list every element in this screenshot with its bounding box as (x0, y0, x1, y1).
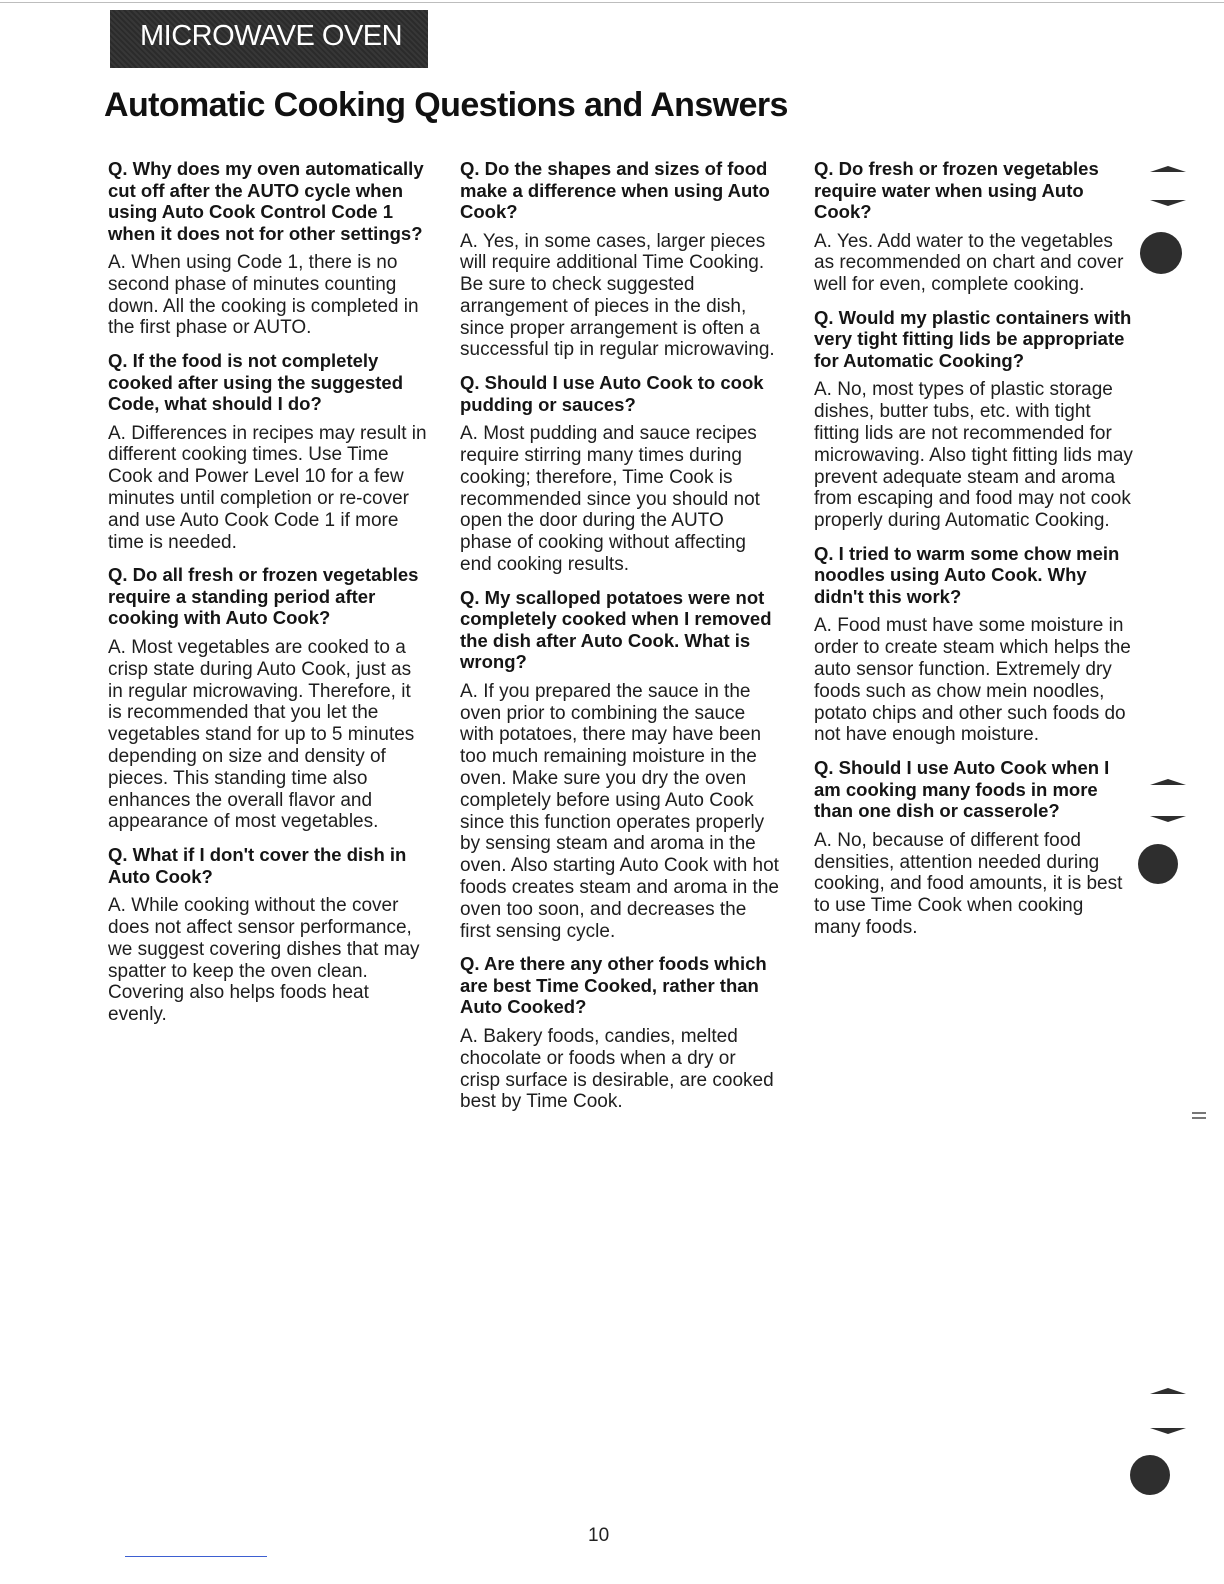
question: Q. Would my plastic containers with very tight fitting lids be appropriate for Automatic Cooking? (814, 306, 1132, 371)
answer: A. While cooking without the cover does not affect sensor performance, we suggest covering dishes that may spatter to keep the oven clean. Covering also helps foods heat evenly. (108, 895, 420, 1026)
binder-mark-icon (1150, 1428, 1186, 1434)
section-header-band (110, 10, 428, 68)
binder-mark-icon (1150, 816, 1186, 822)
page-title: Automatic Cooking Questions and Answers (104, 86, 788, 124)
binder-hole-icon (1138, 844, 1178, 884)
qa-item (804, 307, 1134, 532)
qa-item (450, 372, 780, 576)
binder-hole-icon (1140, 232, 1182, 274)
answer: A. When using Code 1, there is no second phase of minutes counting down. All the cooking is completed in the first phase or AUTO. (108, 252, 419, 339)
answer: A. No, most types of plastic storage dishes, butter tubs, etc. with tight fitting lids are not recommended for microwaving. Also tight fitting lids may prevent adequate steam and aroma from escaping and food may not cook properly during Automatic Cooking. (814, 379, 1133, 532)
answer: A. Yes, in some cases, larger pieces will require additional Time Cooking. Be sure to check suggested arrangement of pieces in the dish, since proper arrangement is often a successful tip in regular microwaving. (460, 230, 775, 361)
column-1 (98, 158, 428, 1037)
answer: A. Food must have some moisture in order to create steam which helps the auto sensor function. Extremely dry foods such as chow mein noodles, potato chips and other such foods do not have enough moisture. (814, 615, 1131, 746)
qa-item (98, 564, 428, 833)
question: Q. Should I use Auto Cook to cook pudding or sauces? (460, 372, 764, 415)
question: Q. Do the shapes and sizes of food make a difference when using Auto Cook? (460, 158, 770, 222)
qa-item (98, 158, 428, 339)
question: Q. Should I use Auto Cook when I am cooking many foods in more than one dish or casserole? (814, 757, 1110, 822)
edge-mark (1192, 1117, 1206, 1119)
question: Q. What if I don't cover the dish in Auto Cook? (108, 844, 407, 887)
footer-rule (125, 1556, 267, 1557)
answer: A. If you prepared the sauce in the oven prior to combining the sauce with potatoes, there may have been too much remaining moisture in the oven. Make sure you dry the oven completely before using Auto Cook since this function operates properly by sensing steam and aroma in the oven. Also starting Auto Cook with hot foods creates steam and aroma in the oven too soon, and decreases the first sensing cycle. (460, 680, 779, 942)
qa-item (450, 953, 780, 1113)
question: Q. Do all fresh or frozen vegetables require a standing period after cooking with Auto Cook? (108, 564, 419, 629)
binder-hole-icon (1130, 1455, 1170, 1495)
qa-item (804, 757, 1134, 938)
qa-item (98, 350, 428, 553)
answer: A. Yes. Add water to the vegetables as recommended on chart and cover well for even, complete cooking. (814, 230, 1124, 296)
question: Q. Why does my oven automatically cut off after the AUTO cycle when using Auto Cook Control Code 1 when it does not for other settings? (108, 158, 424, 244)
binder-mark-icon (1150, 1388, 1186, 1394)
question: Q. I tried to warm some chow mein noodles using Auto Cook. Why didn't this work? (814, 542, 1120, 607)
question: Q. Are there any other foods which are best Time Cooked, rather than Auto Cooked? (460, 953, 767, 1018)
question: Q. My scalloped potatoes were not completely cooked when I removed the dish after Auto Cook. What is wrong? (460, 586, 772, 673)
binder-mark-icon (1150, 779, 1186, 785)
qa-item (804, 543, 1134, 746)
question: Q. If the food is not completely cooked after using the suggested Code, what should I do? (108, 350, 404, 415)
qa-item (450, 158, 780, 361)
page-number: 10 (588, 1525, 610, 1546)
section-header-label: MICROWAVE OVEN (140, 20, 403, 52)
column-3 (804, 158, 1134, 950)
qa-item (804, 158, 1134, 296)
answer: A. Bakery foods, candies, melted chocolate or foods when a dry or crisp surface is desirable, are cooked best by Time Cook. (460, 1025, 774, 1113)
edge-mark (1192, 1112, 1206, 1114)
answer: A. Differences in recipes may result in different cooking times. Use Time Cook and Power Level 10 for a few minutes until completion or re-cover and use Auto Cook Code 1 if more time is needed. (108, 422, 427, 553)
qa-item (450, 587, 780, 943)
top-scan-line (0, 2, 1224, 3)
binder-mark-icon (1150, 166, 1186, 172)
answer: A. Most vegetables are cooked to a crisp state during Auto Cook, just as in regular microwaving. Therefore, it is recommended that you let the vegetables stand for up to 5 minutes depending on size and density of pieces. This standing time also enhances the overall flavor and appearance of most vegetables. (108, 636, 415, 833)
column-2 (450, 158, 780, 1124)
question: Q. Do fresh or frozen vegetables require water when using Auto Cook? (814, 158, 1099, 222)
binder-mark-icon (1150, 200, 1186, 206)
answer: A. Most pudding and sauce recipes require stirring many times during cooking; therefore, Time Cook is recommended since you should not open the door during the AUTO phase of cooking without affecting end cooking results. (460, 423, 760, 576)
qa-item (98, 844, 428, 1026)
answer: A. No, because of different food densities, attention needed during cooking, and food amounts, it is best to use Time Cook when cooking many foods. (814, 829, 1123, 938)
